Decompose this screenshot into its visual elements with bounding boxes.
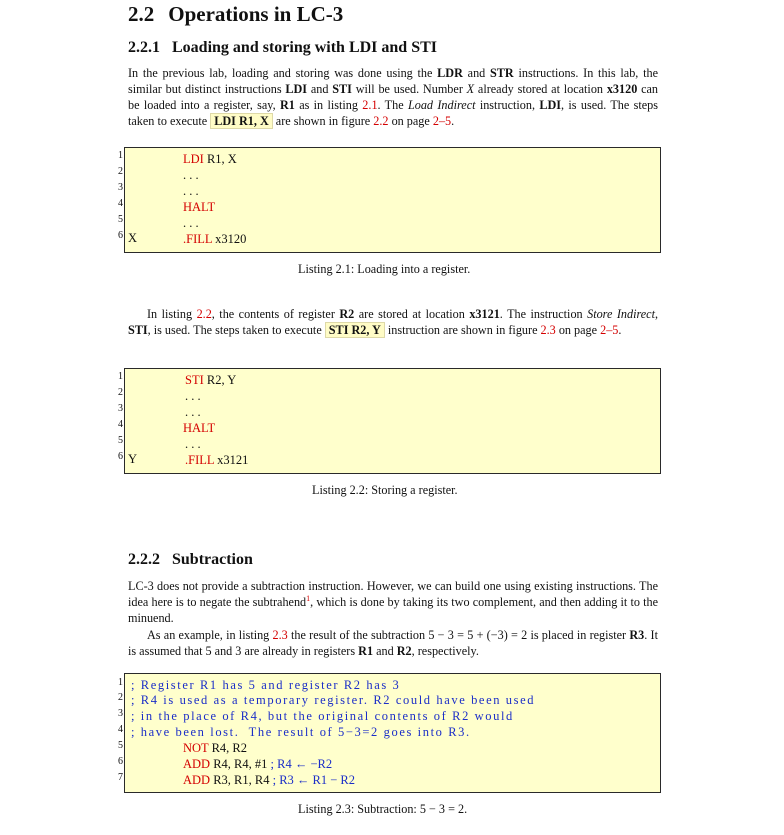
subsection-number: 2.2.2 [128, 551, 160, 568]
highlighted-instruction: LDI R1, X [210, 113, 273, 129]
code-comment: ; Register R1 has 5 and register R2 has 3 [131, 678, 401, 692]
code-line: STI R2, Y [185, 373, 237, 387]
code-comment: ; in the place of R4, but the original contents of R2 would [131, 709, 514, 723]
section-heading [128, 2, 343, 27]
figure-link[interactable]: 2.2 [373, 114, 389, 128]
code-comment: ; R4 is used as a temporary register. R2 could have been used [131, 693, 536, 707]
code-line: . . . [185, 389, 201, 403]
line-number: 3 [118, 708, 123, 719]
line-number: 5 [118, 740, 123, 751]
code-line: . . . [183, 168, 199, 182]
page-link[interactable]: 2–5 [432, 114, 452, 128]
code-line: . . . [183, 216, 199, 230]
inline-comment: ; R3 ← R1 − R2 [272, 773, 356, 787]
code-line: . . . [185, 405, 201, 419]
listing-1-caption: Listing 2.1: Loading into a register. [298, 262, 471, 276]
code-line: HALT [183, 421, 216, 435]
line-number: 2 [118, 387, 123, 398]
line-number: 5 [118, 435, 123, 446]
figure-link[interactable]: 2.3 [540, 323, 556, 337]
footnote-link[interactable]: 1 [306, 593, 311, 603]
code-comment: ; have been lost. The result of 5−3=2 goes into R3. [131, 725, 471, 739]
code-line: LDI R1, X [183, 152, 237, 166]
line-number: 3 [118, 403, 123, 414]
line-number: 6 [118, 451, 123, 462]
code-line: . . . [183, 184, 199, 198]
code-line: ADD R3, R1, R4 ; R3 ← R1 − R2 [183, 773, 356, 787]
line-number: 6 [118, 756, 123, 767]
line-number: 4 [118, 724, 123, 735]
highlighted-instruction: STI R2, Y [325, 322, 385, 338]
listing-3-caption: Listing 2.3: Subtraction: 5 − 3 = 2. [298, 802, 468, 816]
code-line: ADD R4, R4, #1 ; R4 ← −R2 [183, 757, 333, 771]
paragraph-subtraction-example: As an example, in listing 2.3 the result of the subtraction 5 − 3 = 5 + (−3) = 2 is placed in register R3. It is assumed that 5 and 3 are already in registers R1 and R2, respectively. [128, 628, 658, 658]
line-number: 2 [118, 692, 123, 703]
subsection-heading [128, 39, 437, 57]
section-number: 2.2 [128, 2, 155, 26]
section-title: Operations in LC-3 [168, 2, 344, 26]
line-number: 6 [118, 230, 123, 241]
paragraph-subtraction-intro: LC-3 does not provide a subtraction instruction. However, we can build one using existing instructions. The idea here is to negate the subtrahend$^1$, which is done by taking its two complement, and then adding it to the minuend. [128, 579, 659, 625]
line-number: 5 [118, 214, 123, 225]
listing-link[interactable]: 2.2 [196, 307, 212, 321]
listing-2-caption: Listing 2.2: Storing a register. [312, 483, 458, 497]
subsection-heading [128, 551, 253, 569]
line-number: 2 [118, 166, 123, 177]
page-link[interactable]: 2–5 [600, 323, 619, 337]
code-line: NOT R4, R2 [183, 741, 248, 755]
code-label: Y [128, 452, 138, 466]
code-line: . . . [185, 437, 201, 451]
code-line: HALT [183, 200, 216, 214]
listing-link[interactable]: 2.1 [362, 98, 378, 112]
subsection-title: Subtraction [172, 551, 253, 568]
subsection-title: Loading and storing with LDI and STI [172, 39, 437, 56]
line-number: 1 [118, 677, 123, 688]
line-number: 4 [118, 419, 123, 430]
line-number: 1 [118, 371, 123, 382]
line-number: 7 [118, 772, 123, 783]
listing-link[interactable]: 2.3 [272, 628, 288, 642]
line-number: 1 [118, 150, 123, 161]
inline-comment: ; R4 ← −R2 [270, 757, 333, 771]
line-number: 4 [118, 198, 123, 209]
code-label: X [128, 231, 138, 245]
code-line: .FILL x3121 [185, 453, 249, 467]
line-number: 3 [118, 182, 123, 193]
code-line: .FILL x3120 [183, 232, 247, 246]
paragraph-sti: In listing 2.2, the contents of register R2 are stored at location x3121. The instruction Store Indirect, STI, is used. The steps taken to execute STI R2, Y instruction are shown in figure 2.3 on page 2–5. [128, 307, 659, 337]
paragraph-ldi: In the previous lab, loading and storing was done using the LDR and STR instructions. In this lab, the similar but distinct instructions LDI and STI will be used. Number X already stored at location x3120 can be loaded into a register, say, R1 as in listing 2.1. The Load Indirect instruction, LDI, is used. The steps taken to execute LDI R1, X are shown in figure 2.2 on page 2–5. [128, 66, 659, 128]
subsection-number: 2.2.1 [128, 39, 160, 56]
